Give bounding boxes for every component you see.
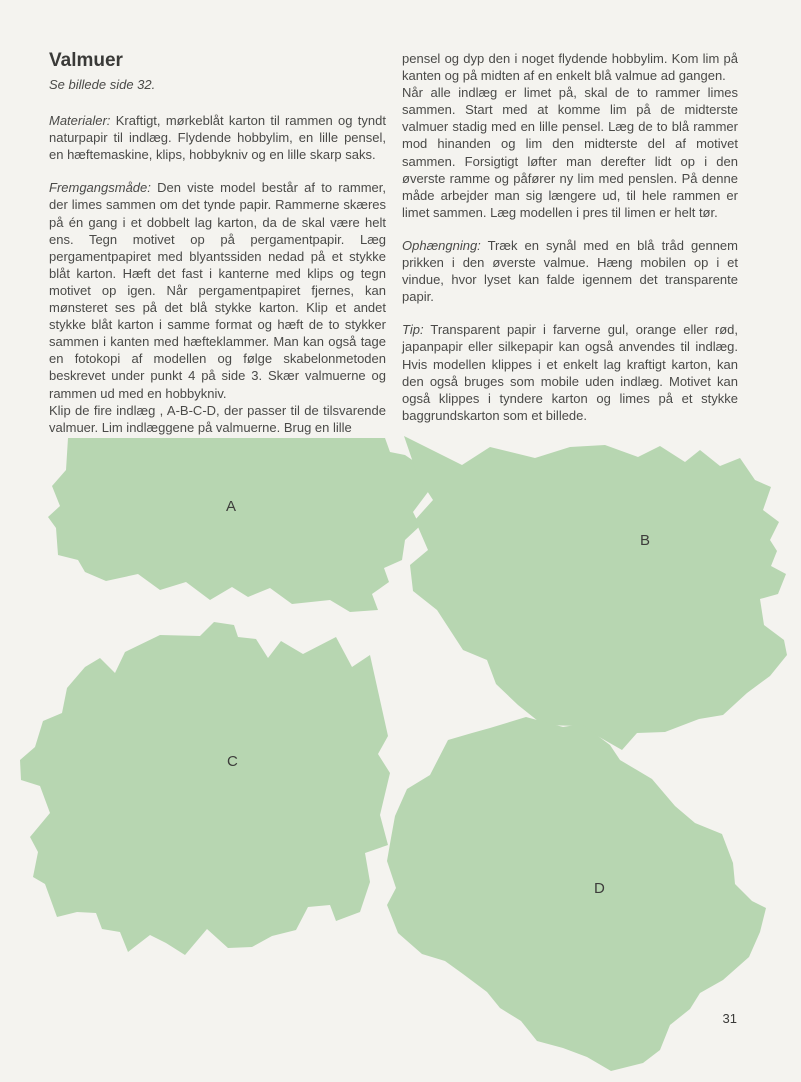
procedure-paragraph	[49, 179, 386, 401]
template-shape-c	[20, 622, 390, 955]
template-label-d: D	[594, 880, 605, 897]
procedure-lead: Fremgangsmåde:	[49, 180, 151, 196]
continued-paragraph: pensel og dyp den i noget flydende hobbylim. Kom lim på kanten og på midten af en enkelt blå valmue ad gangen.	[402, 51, 738, 84]
assembly-paragraph: Når alle indlæg er limet på, skal de to rammer limes sammen. Start med at komme lim på de midterste valmuer stadig med en lille pensel. Læg de to blå rammer mod hinanden og lim den midterste del af motivet sammen. Forsigtigt løfter man derefter lidt op i den øverste ramme og påfører ny lim med penslen. På denne måde arbejder man sig længere ud, til hele rammen er limet sammen. Læg modellen i pres til limen er helt tør.	[402, 85, 738, 220]
template-shape-b	[404, 436, 787, 750]
template-label-c: C	[227, 753, 238, 770]
tip-text: Transparent papir i farverne gul, orange eller rød, japanpapir eller silkepapir kan også anvendes til indlæg. Hvis modellen klippes i et enkelt lag kraftigt karton, kan den også bruges som mobile uden indlæg. Motivet kan også klippes i tyndere karton og limes på et stykke baggrundskarton som et billede.	[402, 322, 738, 423]
hanging-lead: Ophængning:	[402, 237, 481, 253]
template-label-b: B	[640, 532, 651, 549]
materials-paragraph	[49, 112, 386, 163]
page-subtitle: Se billede side 32.	[49, 77, 156, 92]
hanging-paragraph	[402, 237, 738, 305]
page-title: Valmuer	[49, 50, 123, 71]
right-column	[402, 50, 738, 424]
template-shape-a	[48, 438, 428, 612]
page-number: 31	[722, 1011, 737, 1026]
procedure-text: Den viste model består af to rammer, der limes sammen om det tynde papir. Rammerne skæres på én gang i et dobbelt lag karton, da de skal være helt ens. Tegn motivet op på pergamentpapir. Læg pergamentpapiret med blyantssiden nedad på et stykke blåt karton. Hæft det fast i kanterne med klips og tegn motivet op igen. Når pergamentpapiret fjernes, kan mønsteret ses på det blå stykke karton. Klip et andet stykke blåt karton i samme format og hæft de to stykker sammen i kanten med hæfteklammer. Man kan også tage en fotokopi af modellen og følge skabelonmetoden beskrevet under punkt 4 på side 3. Skær valmuerne og rammen ud med en hobbykniv.	[49, 180, 386, 401]
tip-paragraph	[402, 321, 738, 424]
procedure-paragraph-2: Klip de fire indlæg , A-B-C-D, der passer til de tilsvarende valmuer. Lim indlæggene på valmuerne. Brug en lille	[49, 402, 386, 435]
template-label-a: A	[226, 498, 237, 515]
tip-lead: Tip:	[402, 322, 424, 338]
materials-lead: Materialer:	[49, 113, 111, 129]
hanging-text: Træk en synål med en blå tråd gennem prikken i den øverste valmue. Hæng mobilen op i et vindue, hvor lyset kan falde igennem det transparente papir.	[402, 237, 738, 305]
template-shape-d	[387, 717, 766, 1071]
left-column	[49, 50, 386, 436]
materials-text: Kraftigt, mørkeblåt karton til rammen og tyndt naturpapir til indlæg. Flydende hobbylim, en lille pensel, en hæftemaskine, klips, hobbykniv og en lille skarp saks.	[49, 113, 386, 163]
